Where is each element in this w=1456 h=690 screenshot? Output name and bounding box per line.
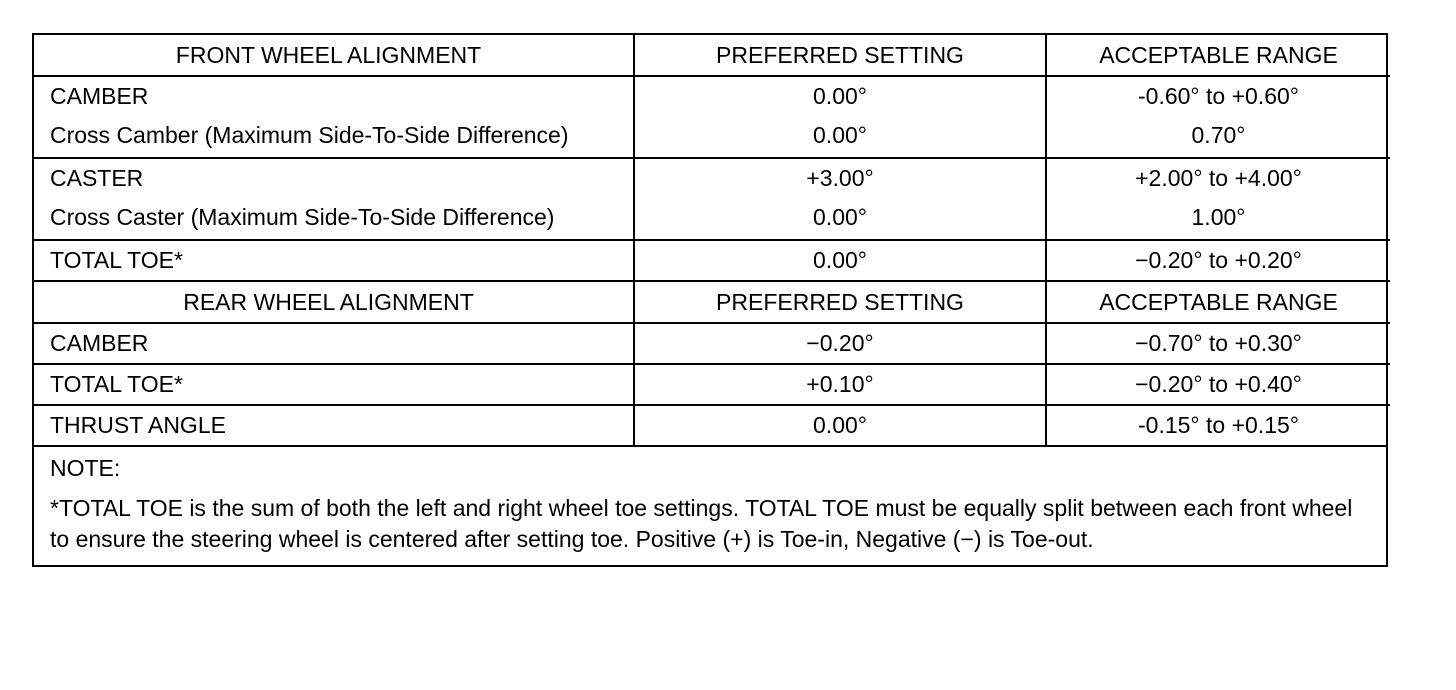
front-header-row: [34, 35, 1390, 76]
table-row: [34, 76, 1390, 116]
row-preferred: +3.00°: [634, 158, 1046, 198]
note-text: *TOTAL TOE is the sum of both the left and right wheel toe settings. TOTAL TOE must be equally split between each front wheel to ensure the steering wheel is centered after setting toe. Positive (+) is Toe-in, Negative (−) is Toe-out.: [50, 495, 1353, 552]
row-label: Cross Camber (Maximum Side-To-Side Difference): [34, 116, 634, 158]
rear-header-row: [34, 281, 1390, 323]
row-preferred: −0.20°: [634, 323, 1046, 364]
row-range: -0.60° to +0.60°: [1138, 83, 1299, 109]
row-label: CAMBER: [34, 76, 634, 116]
row-range: −0.70° to +0.30°: [1046, 323, 1390, 364]
row-preferred: 0.00°: [634, 76, 1046, 116]
rear-preferred-heading: PREFERRED SETTING: [634, 281, 1046, 323]
rear-heading: REAR WHEEL ALIGNMENT: [34, 281, 634, 323]
row-label: THRUST ANGLE: [34, 405, 634, 445]
table-row: [34, 405, 1390, 445]
row-label: CASTER: [34, 158, 634, 198]
front-preferred-heading: PREFERRED SETTING: [634, 35, 1046, 76]
row-range: −0.20° to +0.20°: [1046, 240, 1390, 281]
row-label: TOTAL TOE*: [34, 240, 634, 281]
table-row: [34, 323, 1390, 364]
row-preferred: 0.00°: [634, 198, 1046, 240]
row-label: TOTAL TOE*: [34, 364, 634, 405]
note-section: [34, 445, 1386, 565]
note-title: NOTE:: [50, 455, 121, 481]
table-row: [34, 198, 1390, 240]
row-range: -0.15° to +0.15°: [1138, 412, 1299, 438]
front-range-heading: ACCEPTABLE RANGE: [1099, 42, 1338, 68]
row-range: 1.00°: [1046, 198, 1390, 240]
table-row: [34, 240, 1390, 281]
front-heading: FRONT WHEEL ALIGNMENT: [34, 35, 634, 76]
table-row: [34, 364, 1390, 405]
row-label: Cross Caster (Maximum Side-To-Side Difference): [34, 198, 634, 240]
row-range: −0.20° to +0.40°: [1046, 364, 1390, 405]
rear-range-heading: ACCEPTABLE RANGE: [1099, 289, 1338, 315]
row-range: 0.70°: [1046, 116, 1390, 158]
row-preferred: +0.10°: [634, 364, 1046, 405]
row-preferred: 0.00°: [634, 240, 1046, 281]
row-label: CAMBER: [34, 323, 634, 364]
row-range: +2.00° to +4.00°: [1135, 165, 1302, 191]
alignment-spec-sheet: [32, 33, 1388, 567]
table-row: [34, 158, 1390, 198]
alignment-spec-table: [34, 35, 1390, 445]
row-preferred: 0.00°: [634, 116, 1046, 158]
table-row: [34, 116, 1390, 158]
row-preferred: 0.00°: [634, 405, 1046, 445]
